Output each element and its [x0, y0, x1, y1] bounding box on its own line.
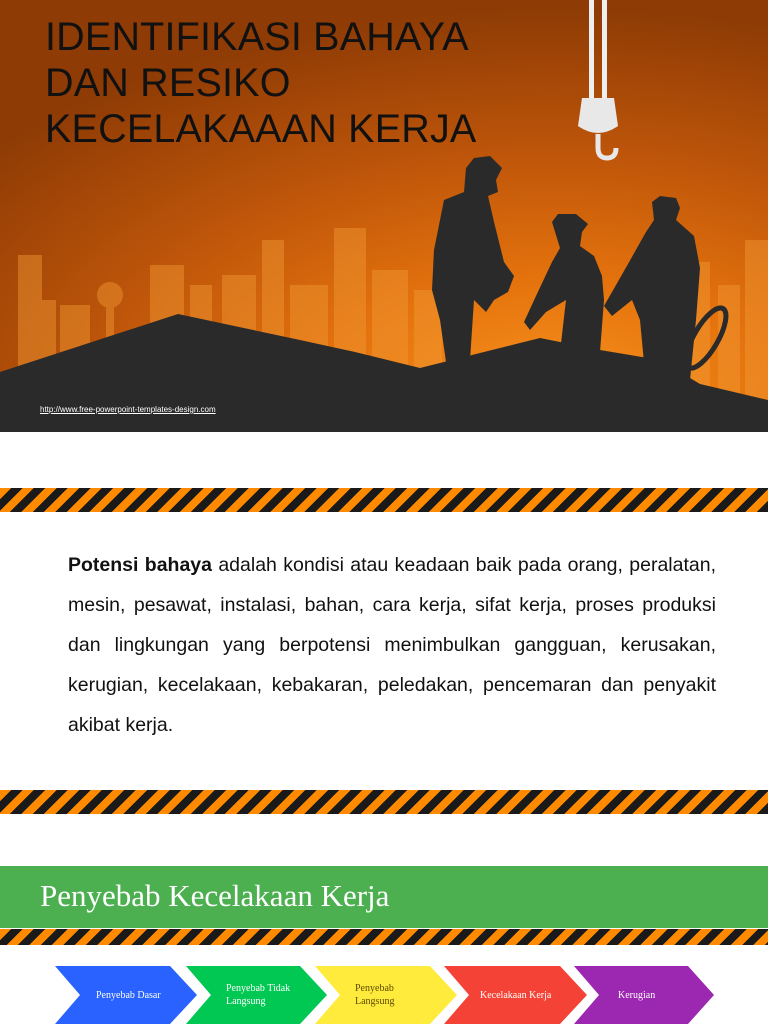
- title-slide: [0, 0, 768, 432]
- flow-step-label: Penyebab Tidak Langsung: [226, 983, 291, 1007]
- definition-paragraph: [68, 545, 716, 745]
- flow-step-label: Penyebab Dasar: [96, 989, 161, 1001]
- flow-step-label: Kecelakaan Kerja: [480, 989, 552, 1001]
- crane-hook-icon: [578, 0, 618, 158]
- title-line: KECELAKAAAN KERJA: [45, 107, 477, 151]
- term-bold: Potensi bahaya: [68, 554, 212, 576]
- hazard-stripe: [0, 929, 768, 945]
- hazard-stripe: [0, 488, 768, 512]
- flow-step-label: Kerugian: [618, 989, 656, 1001]
- worker-silhouette: [432, 156, 514, 362]
- hazard-stripe: [0, 790, 768, 814]
- title-line: IDENTIFIKASI BAHAYA: [45, 15, 469, 59]
- worker-silhouette: [524, 214, 604, 352]
- section-title: Penyebab Kecelakaan Kerja: [40, 878, 390, 913]
- slide-title: [45, 14, 476, 152]
- template-url-link[interactable]: http://www.free-powerpoint-templates-design.com: [40, 405, 216, 414]
- flow-step-label: Penyebab Langsung: [355, 983, 395, 1007]
- definition-text: adalah kondisi atau keadaan baik pada orang, peralatan, mesin, pesawat, instalasi, bahan, cara kerja, sifat kerja, proses produksi dan lingkungan yang berpotensi menimbulkan gangguan, kerusakan, kerugian, kecelakaan, kebakaran, peledakan, pencemaran dan penyakit akibat kerja.: [68, 554, 716, 736]
- title-line: DAN RESIKO: [45, 61, 291, 105]
